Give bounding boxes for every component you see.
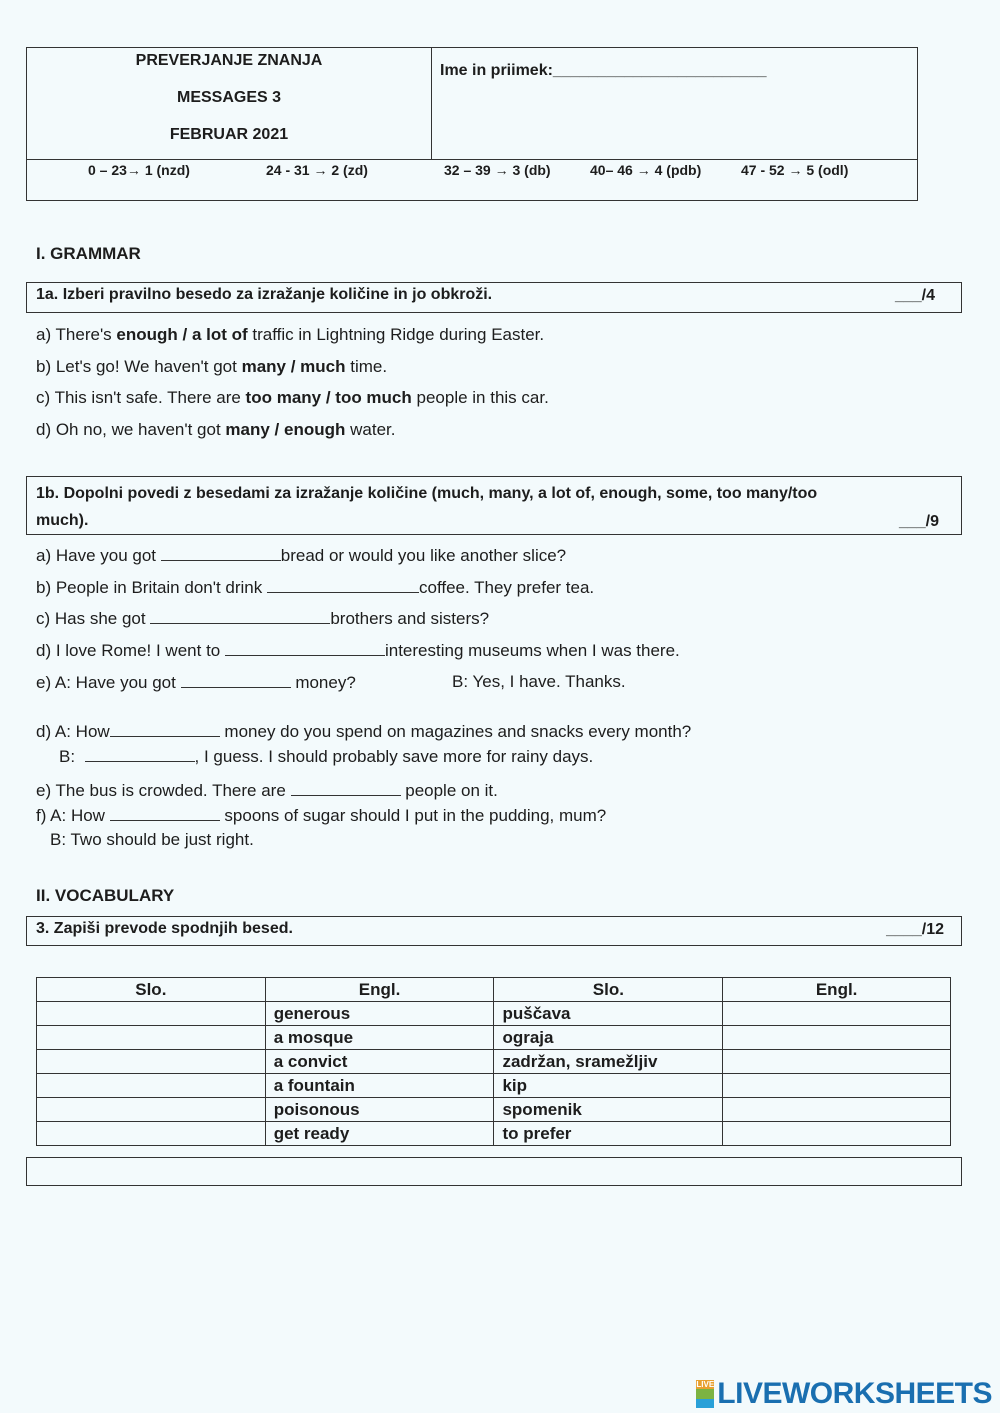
blank-d[interactable] <box>225 640 385 656</box>
answer-cell[interactable] <box>37 1026 266 1050</box>
task-1b-item-f-b: B: Two should be just right. <box>50 830 254 849</box>
task-1b-item-e: e) A: Have you got money? <box>36 673 356 692</box>
task-1a-item-a: a) There's enough / a lot of traffic in Lightning Ridge during Easter. <box>36 325 545 344</box>
blank-f[interactable] <box>110 805 220 821</box>
blank-e[interactable] <box>181 672 291 688</box>
blank-a[interactable] <box>161 545 281 561</box>
unit-title: MESSAGES 3 <box>176 89 282 106</box>
task-1b-item-a: a) Have you got bread or would you like another slice? <box>36 546 567 565</box>
name-field-label[interactable]: Ime in priimek:________________________ <box>440 62 767 79</box>
word-cell: poisonous <box>265 1098 494 1122</box>
task-3-score: ____/12 <box>886 921 944 938</box>
task-1b-instruction-2: much). <box>36 512 89 529</box>
test-date: FEBRUAR 2021 <box>169 126 289 143</box>
table-row <box>37 1050 951 1074</box>
blank-c[interactable] <box>150 608 330 624</box>
answer-cell[interactable] <box>37 1098 266 1122</box>
task-1b-item-f: f) A: How spoons of sugar should I put in the pudding, mum? <box>36 806 607 825</box>
task-1b-item-d: d) I love Rome! I went to interesting museums when I was there. <box>36 641 680 660</box>
word-cell: spomenik <box>494 1098 723 1122</box>
blank-e2[interactable] <box>291 780 401 796</box>
answer-cell[interactable] <box>723 1002 951 1026</box>
col-header-slo-1: Slo. <box>37 978 266 1002</box>
header-line <box>27 159 917 160</box>
answer-cell[interactable] <box>723 1098 951 1122</box>
liveworksheets-logo <box>696 1377 992 1411</box>
col-header-engl-1: Engl. <box>265 978 494 1002</box>
answer-cell[interactable] <box>723 1026 951 1050</box>
grade-2: 24 - 31 → 2 (zd) <box>266 162 368 178</box>
grade-4: 40– 46 → 4 (pdb) <box>590 162 702 178</box>
vocabulary-section-title: II. VOCABULARY <box>36 886 175 905</box>
task-1a-item-c: c) This isn't safe. There are too many / too much people in this car. <box>36 388 549 407</box>
task-1a-box <box>26 282 962 313</box>
task-1b-item-d2-b: B: , I guess. I should probably save more for rainy days. <box>59 747 594 766</box>
task-1b-instruction-1: 1b. Dopolni povedi z besedami za izražanje količine (much, many, a lot of, enough, some, too many/too <box>36 485 818 502</box>
task-1a-score: ___/4 <box>894 287 935 304</box>
col-header-slo-2: Slo. <box>494 978 723 1002</box>
col-header-engl-2: Engl. <box>723 978 951 1002</box>
answer-cell[interactable] <box>37 1122 266 1146</box>
word-cell: generous <box>265 1002 494 1026</box>
grammar-section-title: I. GRAMMAR <box>36 244 141 263</box>
task-1b-item-b: b) People in Britain don't drink coffee. They prefer tea. <box>36 578 595 597</box>
word-cell: zadržan, sramežljiv <box>494 1050 723 1074</box>
blank-d2-b[interactable] <box>85 746 195 762</box>
logo-text: LIVEWORKSHEETS <box>717 1377 992 1410</box>
grade-1: 0 – 23→ 1 (nzd) <box>88 162 190 178</box>
blank-b[interactable] <box>267 577 419 593</box>
choice-b[interactable]: many / much <box>241 357 346 376</box>
table-row <box>37 1098 951 1122</box>
answer-cell[interactable] <box>723 1050 951 1074</box>
task-3-instruction: 3. Zapiši prevode spodnjih besed. <box>36 920 293 937</box>
word-cell: puščava <box>494 1002 723 1026</box>
task-1b-item-e2: e) The bus is crowded. There are people on it. <box>36 781 498 800</box>
answer-cell[interactable] <box>37 1074 266 1098</box>
word-cell: kip <box>494 1074 723 1098</box>
task-1b-item-e-reply: B: Yes, I have. Thanks. <box>452 672 626 691</box>
task-1b-item-d2: d) A: How money do you spend on magazines and snacks every month? <box>36 722 692 741</box>
header-divider <box>431 48 432 160</box>
choice-c[interactable]: too many / too much <box>245 388 412 407</box>
logo-badge-icon: LIVE <box>696 1380 714 1408</box>
table-row <box>37 1122 951 1146</box>
task-1a-instruction: 1a. Izberi pravilno besedo za izražanje količine in jo obkroži. <box>36 286 493 303</box>
task-3-box <box>26 916 962 946</box>
vocabulary-table <box>36 977 951 1146</box>
choice-a[interactable]: enough / a lot of <box>116 325 248 344</box>
task-1b-score: ___/9 <box>898 513 939 530</box>
task-1b-box <box>26 476 962 535</box>
answer-cell[interactable] <box>723 1122 951 1146</box>
answer-cell[interactable] <box>37 1002 266 1026</box>
table-row <box>37 1002 951 1026</box>
test-title: PREVERJANJE ZNANJA <box>135 52 323 69</box>
word-cell: get ready <box>265 1122 494 1146</box>
answer-cell[interactable] <box>37 1050 266 1074</box>
word-cell: a fountain <box>265 1074 494 1098</box>
word-cell: ograja <box>494 1026 723 1050</box>
word-cell: a mosque <box>265 1026 494 1050</box>
grade-5: 47 - 52 → 5 (odl) <box>741 162 849 178</box>
answer-cell[interactable] <box>723 1074 951 1098</box>
choice-d[interactable]: many / enough <box>225 420 346 439</box>
grade-3: 32 – 39 → 3 (db) <box>444 162 551 178</box>
blank-d2[interactable] <box>110 721 220 737</box>
task-1a-item-b: b) Let's go! We haven't got many / much time. <box>36 357 388 376</box>
table-row <box>37 1026 951 1050</box>
empty-box <box>26 1157 962 1186</box>
task-1b-item-c: c) Has she got brothers and sisters? <box>36 609 490 628</box>
word-cell: to prefer <box>494 1122 723 1146</box>
task-1a-item-d: d) Oh no, we haven't got many / enough water. <box>36 420 396 439</box>
word-cell: a convict <box>265 1050 494 1074</box>
table-header-row <box>37 978 951 1002</box>
table-row <box>37 1074 951 1098</box>
